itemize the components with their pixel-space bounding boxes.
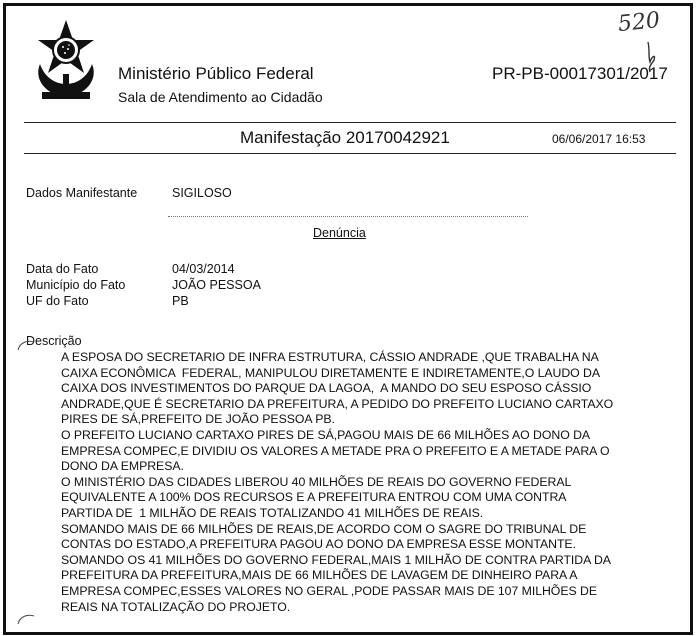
manifestation-title: Manifestação 20170042921 — [240, 128, 450, 147]
date-value: 04/03/2014 — [172, 262, 235, 276]
organization-name: Ministério Público Federal — [118, 64, 314, 83]
section-title: Denúncia — [313, 226, 366, 240]
manifestation-datetime: 06/06/2017 16:53 — [552, 132, 646, 146]
brazil-coat-of-arms-icon — [30, 18, 102, 104]
city-label: Município do Fato — [26, 278, 126, 292]
divider — [168, 216, 528, 217]
handwritten-mark — [640, 38, 670, 78]
description-text: A ESPOSA DO SECRETARIO DE INFRA ESTRUTURA, CÁSSIO ANDRADE ,QUE TRABALHA NA CAIXA ECONÔMICA FEDERAL, MANIPULOU DIRETAMENTE E INDIRETAMENTE,O LAUDO DA CAIXA DOS INVESTIMENTOS DO PARQUE DA LAGOA, A MANDO DO SEU ESPOSO CÁSSIO ANDRADE,QUE É SECRETARIO DA PREFEITURA, A PEDIDO DO PREFEITO LUCIANO CARTAXO PIRES DE SÁ,PREFEITO DE JOÃO PESSOA PB. O PREFEITO LUCIANO CARTAXO PIRES DE SÁ,PAGOU MAIS DE 66 MILHÕES AO DONO DA EMPRESA COMPEC,E DIVIDIU OS VALORES A METADE PRA O PREFEITO E A METADE PARA O DONO DA EMPRESA. O MINISTÉRIO DAS CIDADES LIBEROU 40 MILHÕES DE REAIS DO GOVERNO FEDERAL EQUIVALENTE A 100% DOS RECURSOS E A PREFEITURA ENTROU COM UMA CONTRA PARTIDA DE 1 MILHÃO DE REAIS TOTALIZANDO 41 MILHÕES DE REAIS. SOMANDO MAIS DE 66 MILHÕES DE REAIS,DE ACORDO COM O SAGRE DO TRIBUNAL DE CONTAS DO ESTADO,A PREFEITURA PAGOU AO DONO DA EMPRESA ESSE MONTANTE. SOMANDO OS 41 MILHÕES DO GOVERNO FEDERAL,MAIS 1 MILHÃO DE CONTRA PARTIDA DA PREFEITURA DA PREFEITURA,MAIS DE 66 MILHÕES DE LAVAGEM DE DINHEIRO PARA A EMPRESA COMPEC,ESSES VALORES NO GERAL ,PODE PASSAR MAIS DE 107 MILHÕES DE REAIS NA TOTALIZAÇÃO DO PROJETO. — [61, 350, 614, 614]
uf-label: UF do Fato — [26, 294, 89, 308]
date-label: Data do Fato — [26, 262, 99, 276]
city-value: JOÃO PESSOA — [172, 278, 261, 292]
manifestante-label: Dados Manifestante — [26, 186, 138, 200]
scan-speck — [16, 612, 38, 626]
uf-value: PB — [172, 294, 189, 308]
description-label: Descrição — [26, 334, 82, 348]
department-name: Sala de Atendimento ao Cidadão — [118, 89, 323, 105]
manifestante-value: SIGILOSO — [172, 186, 232, 200]
handwritten-page-number: 520 — [616, 7, 662, 38]
scan-speck — [16, 338, 38, 352]
document-number: PR-PB-00017301/2017 — [492, 64, 668, 83]
